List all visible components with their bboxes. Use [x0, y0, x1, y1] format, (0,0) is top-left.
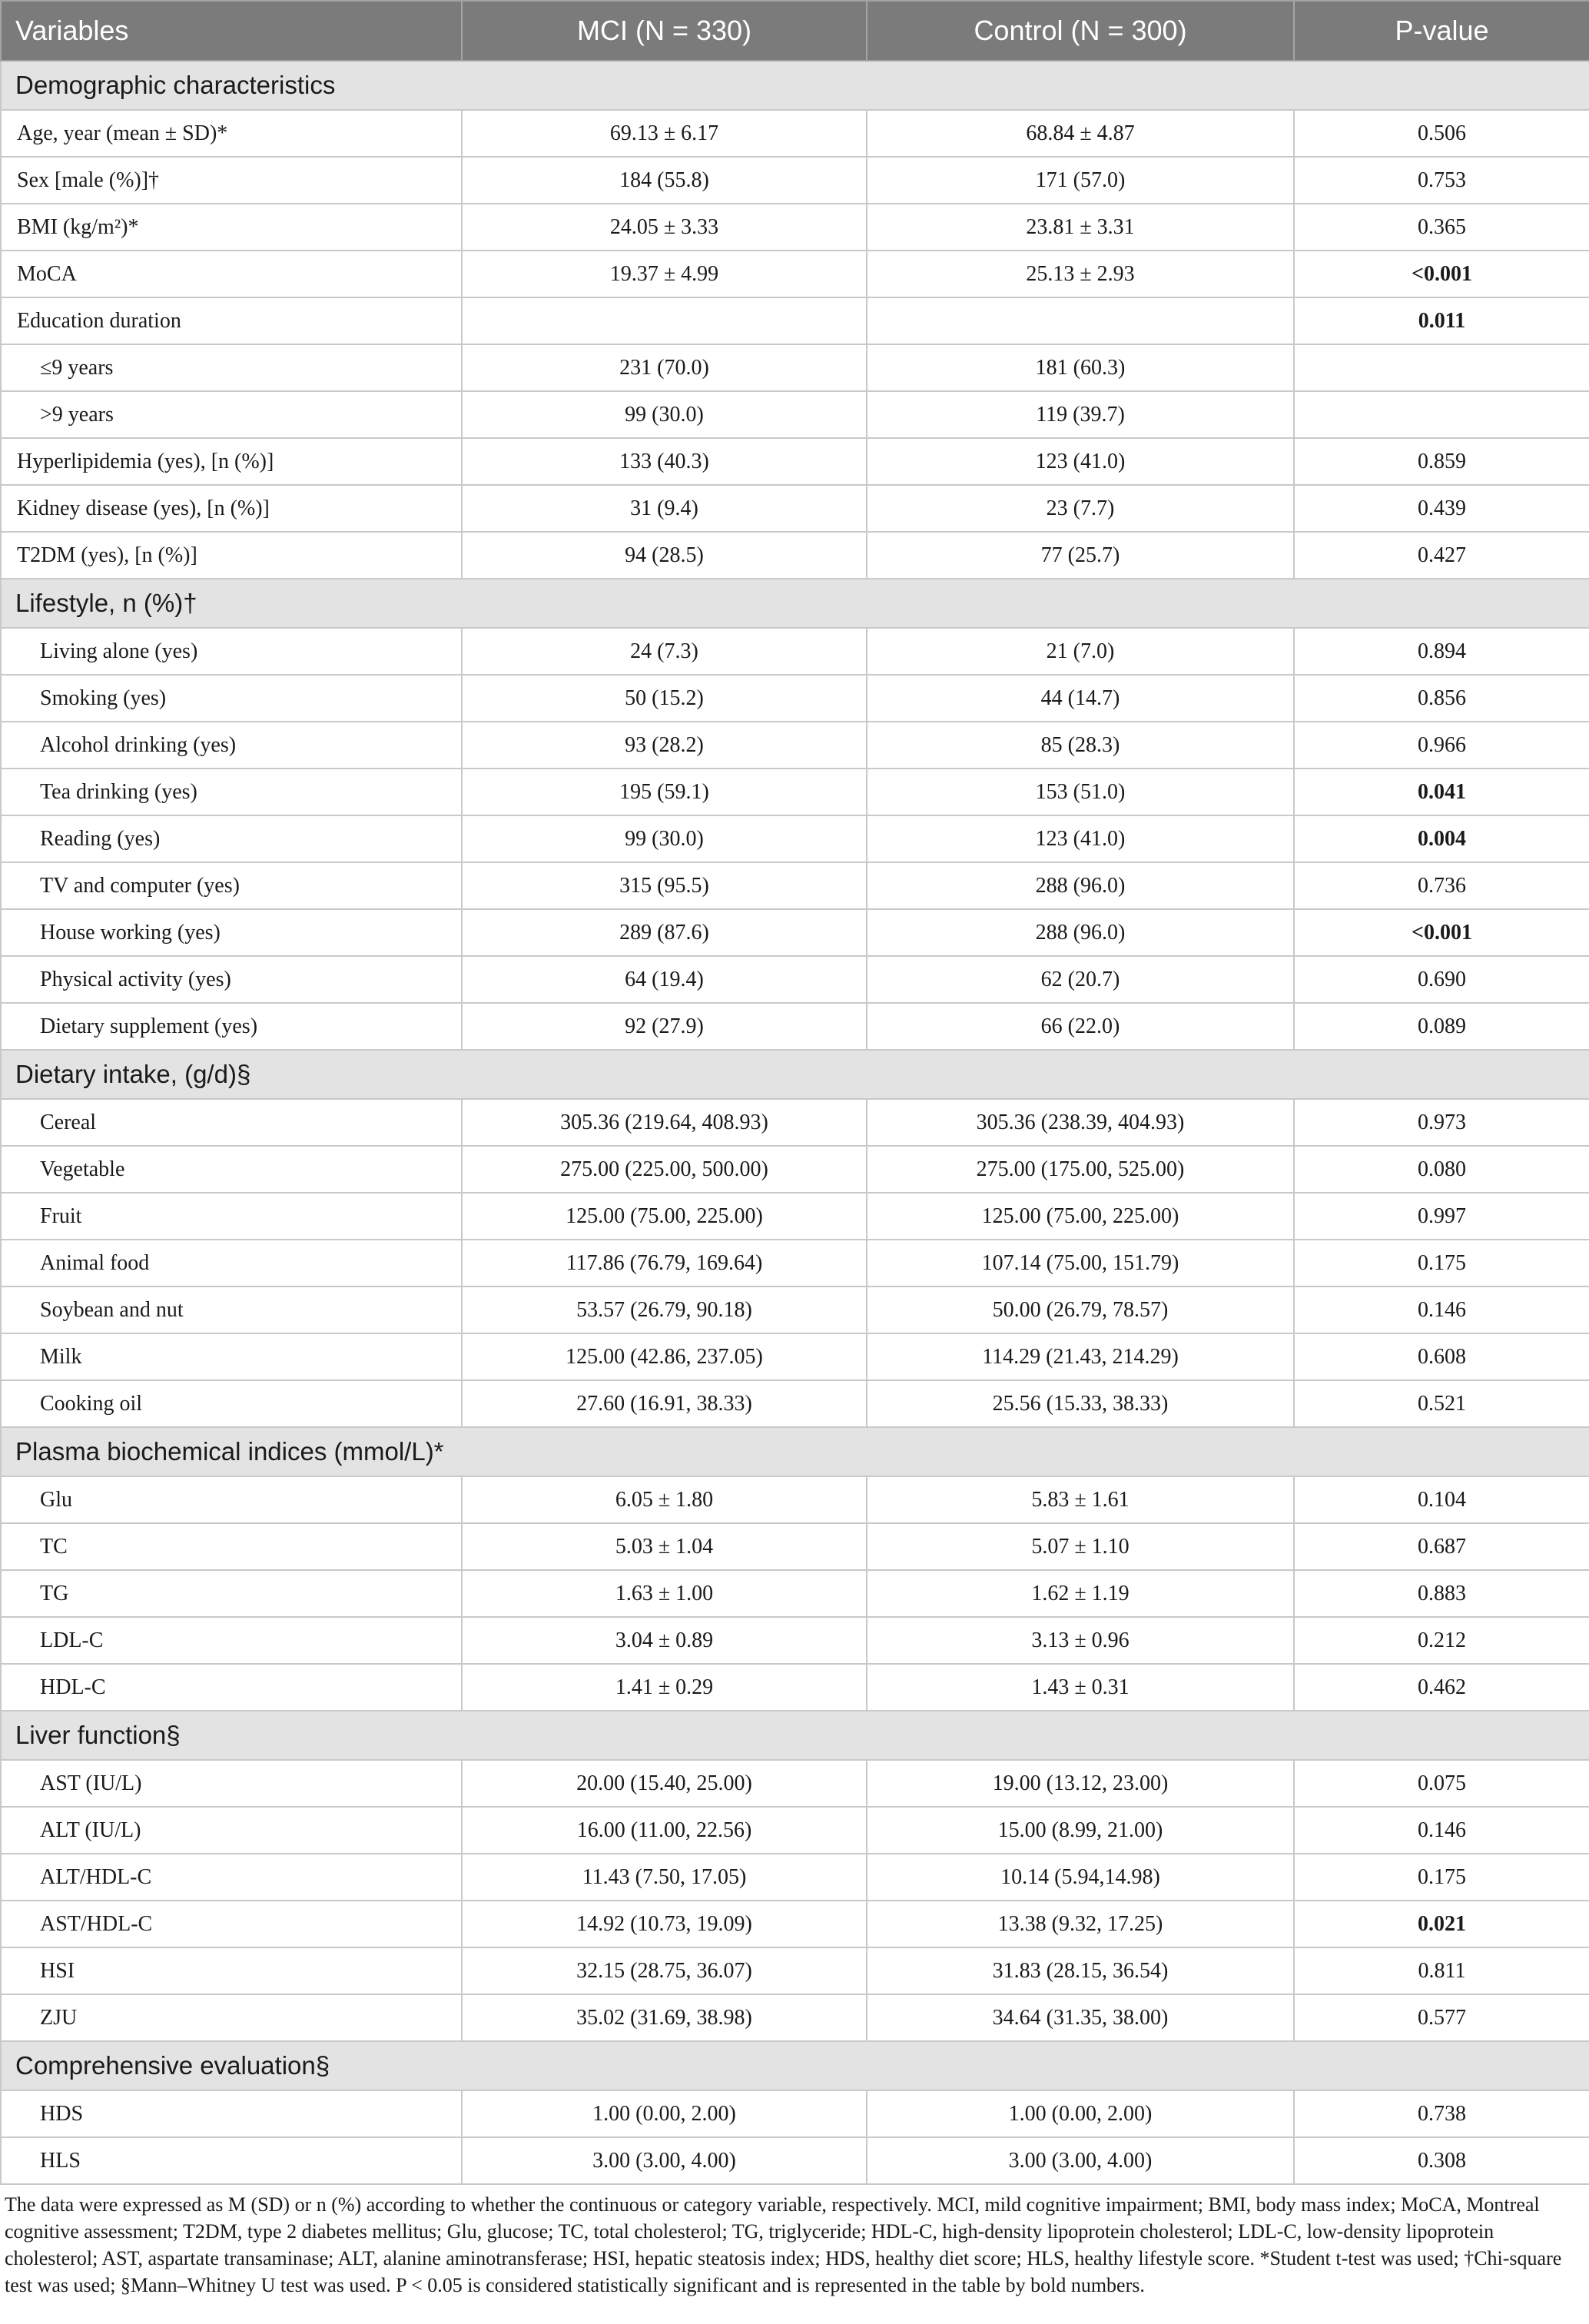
variable-cell: AST/HDL-C — [1, 1901, 462, 1947]
p-value-cell: 0.089 — [1294, 1003, 1589, 1050]
control-value-cell: 15.00 (8.99, 21.00) — [867, 1807, 1294, 1854]
variable-cell: Fruit — [1, 1193, 462, 1240]
control-value-cell: 3.00 (3.00, 4.00) — [867, 2137, 1294, 2184]
mci-value-cell: 305.36 (219.64, 408.93) — [462, 1099, 867, 1146]
variable-cell: Glu — [1, 1476, 462, 1523]
mci-value-cell: 133 (40.3) — [462, 438, 867, 485]
variable-cell: MoCA — [1, 251, 462, 297]
table-row — [1, 251, 1589, 297]
p-value-cell — [1294, 344, 1589, 391]
p-value-cell: 0.427 — [1294, 532, 1589, 579]
variable-cell: HDS — [1, 2090, 462, 2137]
variable-cell: HDL-C — [1, 1664, 462, 1711]
variable-cell: Milk — [1, 1333, 462, 1380]
variable-cell: Tea drinking (yes) — [1, 769, 462, 815]
variable-cell: >9 years — [1, 391, 462, 438]
mci-value-cell: 24 (7.3) — [462, 628, 867, 675]
table-footnote: The data were expressed as M (SD) or n (%) according to whether the continuous or category variable, respectively. MCI, mild cognitive impairment; BMI, body mass index; MoCA, Montreal cognitive assessment; T2DM, type 2 diabetes mellitus; Glu, glucose; TC, total cholesterol; TG, triglyceride; HDL-C, high-density lipoprotein cholesterol; LDL-C, low-density lipoprotein cholesterol; AST, aspartate transaminase; ALT, alanine aminotransferase; HSI, hepatic steatosis index; HDS, healthy diet score; HLS, healthy lifestyle score. *Student t-test was used; †Chi-square test was used; §Mann–Whitney U test was used. P < 0.05 is considered statistically significant and is represented in the table by bold numbers. — [5, 2193, 1562, 2296]
table-row — [1, 956, 1589, 1003]
section-title: Plasma biochemical indices (mmol/L)* — [1, 1427, 1589, 1476]
mci-value-cell: 3.04 ± 0.89 — [462, 1617, 867, 1664]
control-value-cell: 153 (51.0) — [867, 769, 1294, 815]
variable-cell: Age, year (mean ± SD)* — [1, 110, 462, 157]
mci-value-cell: 3.00 (3.00, 4.00) — [462, 2137, 867, 2184]
section-header-row — [1, 2041, 1589, 2090]
control-value-cell: 125.00 (75.00, 225.00) — [867, 1193, 1294, 1240]
mci-value-cell — [462, 297, 867, 344]
control-value-cell: 1.00 (0.00, 2.00) — [867, 2090, 1294, 2137]
table-row — [1, 1807, 1589, 1854]
p-value-cell: 0.212 — [1294, 1617, 1589, 1664]
mci-value-cell: 16.00 (11.00, 22.56) — [462, 1807, 867, 1854]
control-value-cell: 119 (39.7) — [867, 391, 1294, 438]
table-row — [1, 1664, 1589, 1711]
header-variables: Variables — [1, 1, 462, 61]
variable-cell: Animal food — [1, 1240, 462, 1286]
mci-value-cell: 231 (70.0) — [462, 344, 867, 391]
table-row — [1, 110, 1589, 157]
control-value-cell: 77 (25.7) — [867, 532, 1294, 579]
control-value-cell: 34.64 (31.35, 38.00) — [867, 1994, 1294, 2041]
variable-cell: Smoking (yes) — [1, 675, 462, 722]
table-row — [1, 769, 1589, 815]
table-row — [1, 2090, 1589, 2137]
table-row — [1, 909, 1589, 956]
table-row — [1, 391, 1589, 438]
mci-value-cell: 50 (15.2) — [462, 675, 867, 722]
p-value-cell: 0.021 — [1294, 1901, 1589, 1947]
section-title: Lifestyle, n (%)† — [1, 579, 1589, 628]
variable-cell: Sex [male (%)]† — [1, 157, 462, 204]
p-value-cell: 0.753 — [1294, 157, 1589, 204]
variable-cell: AST (IU/L) — [1, 1760, 462, 1807]
mci-value-cell: 195 (59.1) — [462, 769, 867, 815]
table-row — [1, 1193, 1589, 1240]
control-value-cell: 25.13 ± 2.93 — [867, 251, 1294, 297]
variable-cell: ALT/HDL-C — [1, 1854, 462, 1901]
variable-cell: HLS — [1, 2137, 462, 2184]
p-value-cell: 0.521 — [1294, 1380, 1589, 1427]
section-header-row — [1, 1050, 1589, 1099]
control-value-cell: 10.14 (5.94,14.98) — [867, 1854, 1294, 1901]
control-value-cell: 1.43 ± 0.31 — [867, 1664, 1294, 1711]
variable-cell: TC — [1, 1523, 462, 1570]
mci-value-cell: 1.41 ± 0.29 — [462, 1664, 867, 1711]
variable-cell: Hyperlipidemia (yes), [n (%)] — [1, 438, 462, 485]
variable-cell: Cereal — [1, 1099, 462, 1146]
section-header-row — [1, 1427, 1589, 1476]
p-value-cell: 0.856 — [1294, 675, 1589, 722]
p-value-cell: 0.041 — [1294, 769, 1589, 815]
table-row — [1, 628, 1589, 675]
p-value-cell: 0.175 — [1294, 1854, 1589, 1901]
table-row — [1, 344, 1589, 391]
control-value-cell: 31.83 (28.15, 36.54) — [867, 1947, 1294, 1994]
mci-value-cell: 27.60 (16.91, 38.33) — [462, 1380, 867, 1427]
section-title: Liver function§ — [1, 1711, 1589, 1760]
p-value-cell — [1294, 391, 1589, 438]
variable-cell: House working (yes) — [1, 909, 462, 956]
table-row — [1, 1240, 1589, 1286]
control-value-cell — [867, 297, 1294, 344]
table-row — [1, 722, 1589, 769]
table-row — [1, 675, 1589, 722]
mci-value-cell: 20.00 (15.40, 25.00) — [462, 1760, 867, 1807]
control-value-cell: 62 (20.7) — [867, 956, 1294, 1003]
table-row — [1, 1286, 1589, 1333]
control-value-cell: 3.13 ± 0.96 — [867, 1617, 1294, 1664]
table-row — [1, 1476, 1589, 1523]
table-row — [1, 438, 1589, 485]
table-row — [1, 485, 1589, 532]
table-row — [1, 1333, 1589, 1380]
variable-cell: Vegetable — [1, 1146, 462, 1193]
mci-value-cell: 92 (27.9) — [462, 1003, 867, 1050]
control-value-cell: 25.56 (15.33, 38.33) — [867, 1380, 1294, 1427]
table-row — [1, 204, 1589, 251]
p-value-cell: 0.859 — [1294, 438, 1589, 485]
mci-value-cell: 14.92 (10.73, 19.09) — [462, 1901, 867, 1947]
variable-cell: ZJU — [1, 1994, 462, 2041]
mci-value-cell: 275.00 (225.00, 500.00) — [462, 1146, 867, 1193]
table-row — [1, 157, 1589, 204]
p-value-cell: 0.365 — [1294, 204, 1589, 251]
variable-cell: Living alone (yes) — [1, 628, 462, 675]
header-control: Control (N = 300) — [867, 1, 1294, 61]
table-row — [1, 1570, 1589, 1617]
control-value-cell: 5.83 ± 1.61 — [867, 1476, 1294, 1523]
table-row — [1, 815, 1589, 862]
variable-cell: HSI — [1, 1947, 462, 1994]
mci-value-cell: 99 (30.0) — [462, 815, 867, 862]
variable-cell: ALT (IU/L) — [1, 1807, 462, 1854]
p-value-cell: 0.973 — [1294, 1099, 1589, 1146]
mci-value-cell: 125.00 (42.86, 237.05) — [462, 1333, 867, 1380]
table-row — [1, 532, 1589, 579]
control-value-cell: 50.00 (26.79, 78.57) — [867, 1286, 1294, 1333]
variable-cell: Alcohol drinking (yes) — [1, 722, 462, 769]
control-value-cell: 305.36 (238.39, 404.93) — [867, 1099, 1294, 1146]
p-value-cell: 0.894 — [1294, 628, 1589, 675]
p-value-cell: 0.966 — [1294, 722, 1589, 769]
control-value-cell: 21 (7.0) — [867, 628, 1294, 675]
mci-value-cell: 315 (95.5) — [462, 862, 867, 909]
table-row — [1, 1380, 1589, 1427]
variable-cell: Reading (yes) — [1, 815, 462, 862]
p-value-cell: 0.308 — [1294, 2137, 1589, 2184]
variable-cell: TG — [1, 1570, 462, 1617]
p-value-cell: 0.146 — [1294, 1286, 1589, 1333]
control-value-cell: 288 (96.0) — [867, 862, 1294, 909]
control-value-cell: 288 (96.0) — [867, 909, 1294, 956]
mci-value-cell: 1.00 (0.00, 2.00) — [462, 2090, 867, 2137]
table-row — [1, 1099, 1589, 1146]
control-value-cell: 114.29 (21.43, 214.29) — [867, 1333, 1294, 1380]
section-header-row — [1, 579, 1589, 628]
variable-cell: Cooking oil — [1, 1380, 462, 1427]
p-value-cell: 0.146 — [1294, 1807, 1589, 1854]
variable-cell: TV and computer (yes) — [1, 862, 462, 909]
mci-value-cell: 184 (55.8) — [462, 157, 867, 204]
variable-cell: Soybean and nut — [1, 1286, 462, 1333]
table-row — [1, 1760, 1589, 1807]
p-value-cell: 0.577 — [1294, 1994, 1589, 2041]
table-row — [1, 297, 1589, 344]
variable-cell: LDL-C — [1, 1617, 462, 1664]
section-title: Comprehensive evaluation§ — [1, 2041, 1589, 2090]
variable-cell: ≤9 years — [1, 344, 462, 391]
variable-cell: Physical activity (yes) — [1, 956, 462, 1003]
p-value-cell: 0.736 — [1294, 862, 1589, 909]
table-row — [1, 1994, 1589, 2041]
p-value-cell: 0.011 — [1294, 297, 1589, 344]
p-value-cell: 0.462 — [1294, 1664, 1589, 1711]
header-pvalue: P-value — [1294, 1, 1589, 61]
p-value-cell: <0.001 — [1294, 251, 1589, 297]
mci-value-cell: 53.57 (26.79, 90.18) — [462, 1286, 867, 1333]
table-row — [1, 2137, 1589, 2184]
mci-value-cell: 117.86 (76.79, 169.64) — [462, 1240, 867, 1286]
header-mci: MCI (N = 330) — [462, 1, 867, 61]
control-value-cell: 107.14 (75.00, 151.79) — [867, 1240, 1294, 1286]
p-value-cell: 0.439 — [1294, 485, 1589, 532]
table-row — [1, 1146, 1589, 1193]
table-row — [1, 1854, 1589, 1901]
mci-value-cell: 1.63 ± 1.00 — [462, 1570, 867, 1617]
p-value-cell: 0.738 — [1294, 2090, 1589, 2137]
variable-cell: Education duration — [1, 297, 462, 344]
p-value-cell: 0.687 — [1294, 1523, 1589, 1570]
control-value-cell: 44 (14.7) — [867, 675, 1294, 722]
variable-cell: BMI (kg/m²)* — [1, 204, 462, 251]
control-value-cell: 19.00 (13.12, 23.00) — [867, 1760, 1294, 1807]
mci-value-cell: 32.15 (28.75, 36.07) — [462, 1947, 867, 1994]
mci-value-cell: 31 (9.4) — [462, 485, 867, 532]
p-value-cell: 0.883 — [1294, 1570, 1589, 1617]
table-row — [1, 1617, 1589, 1664]
p-value-cell: 0.175 — [1294, 1240, 1589, 1286]
p-value-cell: <0.001 — [1294, 909, 1589, 956]
control-value-cell: 23.81 ± 3.31 — [867, 204, 1294, 251]
p-value-cell: 0.075 — [1294, 1760, 1589, 1807]
section-title: Demographic characteristics — [1, 61, 1589, 110]
control-value-cell: 13.38 (9.32, 17.25) — [867, 1901, 1294, 1947]
section-header-row — [1, 61, 1589, 110]
mci-value-cell: 64 (19.4) — [462, 956, 867, 1003]
section-title: Dietary intake, (g/d)§ — [1, 1050, 1589, 1099]
mci-value-cell: 289 (87.6) — [462, 909, 867, 956]
control-value-cell: 181 (60.3) — [867, 344, 1294, 391]
control-value-cell: 171 (57.0) — [867, 157, 1294, 204]
control-value-cell: 23 (7.7) — [867, 485, 1294, 532]
mci-value-cell: 19.37 ± 4.99 — [462, 251, 867, 297]
table-body — [1, 61, 1589, 2184]
p-value-cell: 0.690 — [1294, 956, 1589, 1003]
p-value-cell: 0.004 — [1294, 815, 1589, 862]
p-value-cell: 0.608 — [1294, 1333, 1589, 1380]
p-value-cell: 0.104 — [1294, 1476, 1589, 1523]
p-value-cell: 0.506 — [1294, 110, 1589, 157]
p-value-cell: 0.811 — [1294, 1947, 1589, 1994]
mci-value-cell: 94 (28.5) — [462, 532, 867, 579]
table-row — [1, 1901, 1589, 1947]
control-value-cell: 275.00 (175.00, 525.00) — [867, 1146, 1294, 1193]
table-row — [1, 1523, 1589, 1570]
control-value-cell: 123 (41.0) — [867, 815, 1294, 862]
p-value-cell: 0.997 — [1294, 1193, 1589, 1240]
mci-value-cell: 5.03 ± 1.04 — [462, 1523, 867, 1570]
variable-cell: Kidney disease (yes), [n (%)] — [1, 485, 462, 532]
control-value-cell: 66 (22.0) — [867, 1003, 1294, 1050]
table-header — [1, 1, 1589, 61]
control-value-cell: 85 (28.3) — [867, 722, 1294, 769]
mci-value-cell: 35.02 (31.69, 38.98) — [462, 1994, 867, 2041]
header-row — [1, 1, 1589, 61]
p-value-cell: 0.080 — [1294, 1146, 1589, 1193]
control-value-cell: 68.84 ± 4.87 — [867, 110, 1294, 157]
mci-value-cell: 11.43 (7.50, 17.05) — [462, 1854, 867, 1901]
control-value-cell: 5.07 ± 1.10 — [867, 1523, 1294, 1570]
mci-value-cell: 99 (30.0) — [462, 391, 867, 438]
control-value-cell: 123 (41.0) — [867, 438, 1294, 485]
mci-value-cell: 6.05 ± 1.80 — [462, 1476, 867, 1523]
mci-value-cell: 69.13 ± 6.17 — [462, 110, 867, 157]
mci-value-cell: 93 (28.2) — [462, 722, 867, 769]
table-row — [1, 1003, 1589, 1050]
variable-cell: Dietary supplement (yes) — [1, 1003, 462, 1050]
mci-value-cell: 24.05 ± 3.33 — [462, 204, 867, 251]
control-value-cell: 1.62 ± 1.19 — [867, 1570, 1294, 1617]
section-header-row — [1, 1711, 1589, 1760]
mci-value-cell: 125.00 (75.00, 225.00) — [462, 1193, 867, 1240]
table-row — [1, 862, 1589, 909]
table-row — [1, 1947, 1589, 1994]
variable-cell: T2DM (yes), [n (%)] — [1, 532, 462, 579]
